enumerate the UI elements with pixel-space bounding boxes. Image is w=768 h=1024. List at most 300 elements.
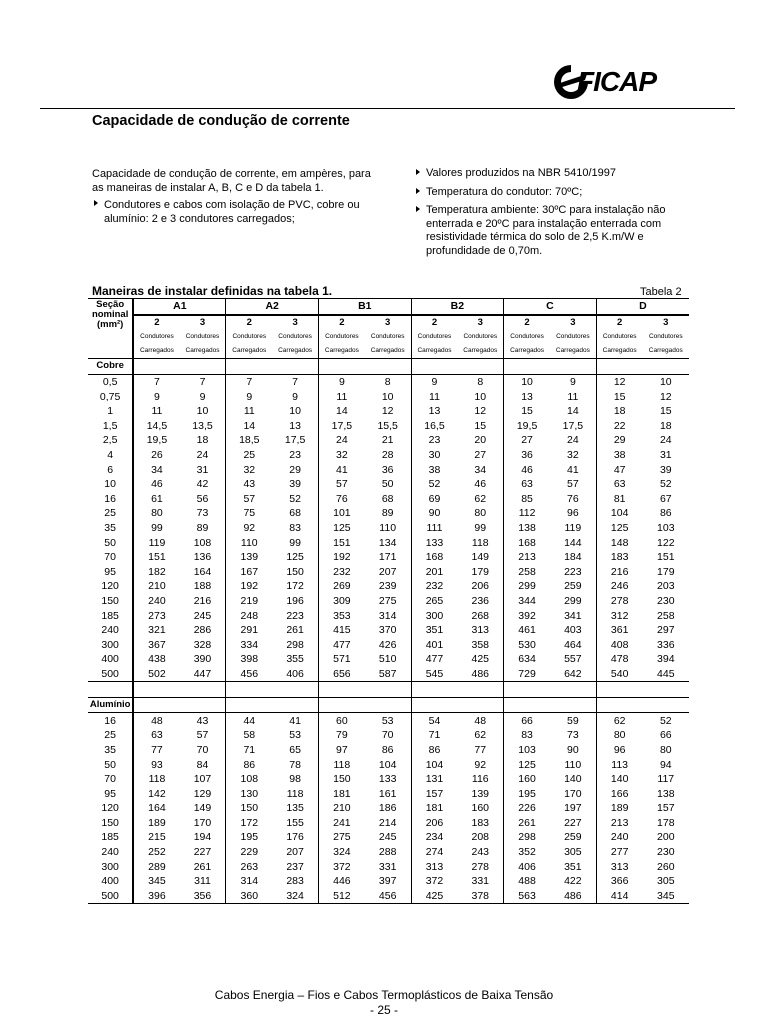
ampacity-cell: 195	[226, 830, 272, 845]
conductor-count: 2	[596, 315, 642, 331]
table-number: Tabela 2	[640, 286, 682, 298]
gap-cell	[318, 682, 364, 698]
ampacity-cell: 66	[504, 713, 550, 728]
ampacity-cell: 259	[564, 580, 582, 593]
ampacity-cell: 9	[199, 390, 206, 403]
ampacity-cell: 151	[657, 551, 675, 564]
table-row	[88, 728, 689, 743]
ampacity-cell: 13	[504, 389, 550, 404]
conductor-label-line: Condutores	[510, 333, 544, 341]
conductor-label	[550, 330, 596, 359]
ampacity-cell: 331	[378, 860, 397, 873]
header-rule	[40, 108, 735, 109]
ampacity-cell: 361	[596, 623, 642, 638]
ampacity-cell: 258	[504, 565, 550, 580]
ampacity-cell: 151	[318, 535, 364, 550]
ampacity-cell: 456	[365, 889, 411, 904]
ampacity-cell: 184	[564, 551, 582, 564]
ampacity-cell: 176	[286, 831, 304, 844]
ampacity-cell: 446	[318, 874, 364, 889]
ampacity-cell: 80	[596, 728, 642, 743]
ampacity-cell: 150	[318, 772, 364, 787]
ampacity-cell: 122	[657, 536, 675, 549]
ampacity-cell: 425	[411, 889, 457, 904]
ampacity-cell: 31	[659, 449, 672, 462]
conductor-label	[411, 330, 457, 359]
ampacity-cell: 125	[318, 521, 364, 536]
ampacity-cell: 189	[596, 801, 642, 816]
ampacity-cell: 92	[226, 521, 272, 536]
ampacity-cell: 356	[180, 889, 226, 904]
ampacity-cell: 634	[504, 652, 550, 667]
ampacity-cell: 125	[596, 521, 642, 536]
ampacity-cell: 140	[564, 773, 582, 786]
ampacity-cell: 19,5	[504, 419, 550, 434]
ampacity-cell: 328	[193, 638, 212, 651]
conductor-label	[318, 330, 364, 359]
bullet-arrow-icon	[416, 188, 420, 194]
ampacity-cell: 52	[411, 477, 457, 492]
ampacity-cell: 245	[193, 609, 212, 622]
conductor-label-line: Carregados	[139, 347, 174, 355]
ampacity-cell: 219	[226, 594, 272, 609]
conductor-label-line: Carregados	[278, 347, 313, 355]
conductor-label-line: Carregados	[602, 347, 637, 355]
intro-bullet-text: Condutores e cabos com isolação de PVC, cobre ou alumínio: 2 e 3 condutores carregados;	[104, 199, 360, 225]
conductor-label	[226, 330, 272, 359]
copper-section-label: Cobre	[88, 359, 133, 375]
ampacity-cell: 58	[226, 728, 272, 743]
ampacity-cell: 22	[596, 419, 642, 434]
ampacity-cell: 29	[289, 463, 301, 476]
ampacity-cell: 396	[133, 889, 179, 904]
ampacity-cell: 118	[471, 536, 489, 549]
section-header-line: Seção	[96, 299, 125, 310]
ampacity-cell: 52	[659, 714, 672, 727]
gap-cell	[457, 682, 503, 698]
intro-paragraph: Capacidade de condução de corrente, em ampères, para as maneiras de instalar A, B, C e D da tabela 1.	[92, 168, 371, 194]
ampacity-cell: 183	[471, 816, 490, 829]
ampacity-cell: 571	[318, 652, 364, 667]
cross-section-cell: 35	[104, 743, 116, 756]
ampacity-cell: 8	[384, 376, 391, 389]
ampacity-cell: 14,5	[133, 419, 179, 434]
ampacity-cell: 111	[411, 521, 457, 536]
conductor-count: 3	[365, 315, 411, 331]
ampacity-cell: 15	[596, 389, 642, 404]
ampacity-cell: 11	[411, 389, 457, 404]
page-title: Capacidade de condução de corrente	[92, 113, 350, 129]
ampacity-cell: 488	[504, 874, 550, 889]
gap-cell	[550, 682, 596, 698]
cross-section-cell: 50	[104, 758, 116, 771]
ampacity-cell: 239	[378, 580, 397, 593]
group-b1: B1	[318, 299, 411, 315]
ampacity-cell: 248	[226, 608, 272, 623]
ampacity-cell: 166	[596, 786, 642, 801]
conductor-label-line: Condutores	[325, 333, 359, 341]
ampacity-cell: 20	[474, 434, 487, 447]
ampacity-cell: 97	[318, 743, 364, 758]
conductor-count: 2	[226, 315, 272, 331]
ampacity-cell: 63	[133, 728, 179, 743]
ampacity-cell: 13,5	[192, 419, 213, 432]
ampacity-cell: 27	[474, 449, 487, 462]
ampacity-cell: 557	[564, 653, 582, 666]
cross-section-cell: 16	[104, 714, 116, 727]
ampacity-cell: 299	[504, 579, 550, 594]
section-header-line: nominal	[91, 309, 129, 320]
cross-section-cell: 300	[101, 638, 119, 651]
blank-cell	[88, 330, 133, 359]
conductor-label-line: Condutores	[370, 333, 405, 341]
ampacity-cell: 168	[504, 535, 550, 550]
ampacity-cell: 269	[318, 579, 364, 594]
ampacity-cell: 68	[289, 507, 301, 520]
ampacity-cell: 68	[381, 492, 394, 505]
ampacity-cell: 103	[504, 743, 550, 758]
section-blank	[226, 697, 272, 713]
ampacity-cell: 118	[286, 787, 304, 800]
ampacity-cell: 321	[133, 623, 179, 638]
ampacity-cell: 729	[504, 667, 550, 682]
table-row	[88, 492, 689, 507]
ampacity-cell: 15	[504, 404, 550, 419]
ampacity-cell: 15,5	[377, 419, 398, 432]
ampacity-cell: 21	[381, 434, 394, 447]
ampacity-cell: 397	[378, 875, 397, 888]
ampacity-cell: 10	[474, 390, 487, 403]
section-blank	[596, 697, 642, 713]
ampacity-cell: 70	[381, 729, 394, 742]
gap-cell	[596, 682, 642, 698]
conductor-label-line: Condutores	[463, 333, 498, 341]
ampacity-cell: 181	[318, 786, 364, 801]
conductor-label-line: Condutores	[602, 333, 637, 341]
ampacity-cell: 18	[196, 434, 209, 447]
ampacity-cell: 370	[378, 624, 397, 637]
ampacity-cell: 15	[474, 419, 487, 432]
ampacity-cell: 138	[657, 787, 675, 800]
table-row	[88, 404, 689, 419]
ampacity-cell: 10	[504, 374, 550, 389]
ampacity-cell: 39	[659, 463, 672, 476]
conductor-label-row	[88, 330, 689, 359]
ampacity-cell: 172	[226, 816, 272, 831]
ampacity-cell: 86	[381, 743, 394, 756]
ampacity-cell: 477	[411, 652, 457, 667]
ampacity-cell: 104	[411, 757, 457, 772]
ampacity-cell: 81	[596, 492, 642, 507]
table-row	[88, 801, 689, 816]
ampacity-cell: 263	[226, 859, 272, 874]
conductor-label-line: Condutores	[140, 333, 174, 341]
ampacity-cell: 93	[133, 757, 179, 772]
cross-section-cell: 95	[104, 787, 116, 800]
ampacity-cell: 133	[378, 773, 397, 786]
ampacity-cell: 110	[379, 522, 397, 535]
section-blank	[365, 697, 411, 713]
ampacity-cell: 188	[193, 580, 212, 593]
logo-text: FICAP	[577, 66, 656, 97]
ampacity-cell: 24	[318, 433, 364, 448]
ampacity-cell: 9	[411, 374, 457, 389]
ampacity-cell: 57	[318, 477, 364, 492]
ampacity-cell: 10	[289, 405, 301, 418]
ampacity-cell: 99	[133, 521, 179, 536]
ampacity-cell: 14	[226, 419, 272, 434]
ampacity-cell: 229	[226, 845, 272, 860]
ampacity-cell: 144	[564, 536, 582, 549]
section-blank	[411, 359, 457, 375]
ampacity-cell: 75	[226, 506, 272, 521]
ampacity-cell: 119	[564, 522, 582, 535]
ampacity-cell: 223	[286, 609, 304, 622]
table-row	[88, 830, 689, 845]
ampacity-cell: 117	[657, 773, 675, 786]
ampacity-cell: 414	[596, 889, 642, 904]
ampacity-cell: 135	[286, 802, 304, 815]
ampacity-cell: 445	[643, 667, 689, 682]
ampacity-cell: 108	[193, 536, 212, 549]
ampacity-cell: 73	[567, 729, 579, 742]
ampacity-cell: 313	[411, 859, 457, 874]
table-row	[88, 477, 689, 492]
ampacity-cell: 200	[657, 831, 675, 844]
ampacity-cell: 278	[596, 594, 642, 609]
ampacity-cell: 246	[596, 579, 642, 594]
ampacity-cell: 406	[504, 859, 550, 874]
table-row	[88, 594, 689, 609]
ampacity-cell: 261	[504, 816, 550, 831]
ampacity-cell: 113	[596, 757, 642, 772]
ampacity-cell: 8	[477, 376, 484, 389]
ampacity-cell: 17,5	[562, 419, 584, 432]
ampacity-cell: 15	[659, 405, 672, 418]
ampacity-cell: 69	[411, 492, 457, 507]
ampacity-cell: 125	[504, 757, 550, 772]
ampacity-cell: 12	[596, 374, 642, 389]
cross-section-cell: 4	[107, 449, 114, 462]
ampacity-cell: 9	[133, 389, 179, 404]
ampacity-cell: 312	[596, 608, 642, 623]
ampacity-cell: 275	[318, 830, 364, 845]
ampacity-cell: 119	[133, 535, 179, 550]
ampacity-cell: 62	[596, 713, 642, 728]
ampacity-cell: 134	[378, 536, 397, 549]
ampacity-cell: 13	[411, 404, 457, 419]
ampacity-cell: 278	[471, 860, 490, 873]
ampacity-cell: 183	[596, 550, 642, 565]
ampacity-cell: 425	[471, 653, 490, 666]
ampacity-cell: 36	[381, 463, 394, 476]
ampacity-cell: 77	[133, 743, 179, 758]
ampacity-cell: 18	[659, 419, 672, 432]
ampacity-cell: 240	[596, 830, 642, 845]
ampacity-cell: 42	[196, 478, 209, 491]
table-row	[88, 845, 689, 860]
ampacity-cell: 355	[286, 653, 304, 666]
conductor-label	[596, 330, 642, 359]
ampacity-cell: 107	[193, 773, 212, 786]
cross-section-cell: 400	[101, 875, 119, 888]
ampacity-cell: 9	[292, 390, 298, 403]
table-row	[88, 713, 689, 728]
conductor-label	[504, 330, 550, 359]
ampacity-cell: 98	[289, 773, 301, 786]
ampacity-cell: 510	[378, 653, 397, 666]
ampacity-cell: 305	[564, 846, 582, 859]
ampacity-cell: 259	[564, 831, 582, 844]
bullet-arrow-icon	[94, 200, 98, 206]
ampacity-cell: 297	[657, 624, 675, 637]
cross-section-cell: 500	[88, 889, 133, 904]
conductor-label	[643, 330, 689, 359]
ampacity-cell: 215	[133, 830, 179, 845]
spec-bullet-text: Temperatura do condutor: 70ºC;	[426, 185, 583, 198]
ampacity-cell: 172	[286, 580, 304, 593]
ampacity-cell: 207	[378, 565, 397, 578]
section-blank	[457, 697, 503, 713]
ampacity-cell: 10	[659, 376, 672, 389]
ampacity-cell: 80	[474, 507, 487, 520]
table-row	[88, 448, 689, 463]
conductor-label-line: Carregados	[510, 347, 545, 355]
conductor-label-line: Carregados	[370, 347, 405, 355]
cross-section-cell: 400	[101, 653, 119, 666]
ampacity-cell: 372	[318, 859, 364, 874]
ampacity-cell: 309	[318, 594, 364, 609]
footer-title: Cabos Energia – Fios e Cabos Termoplásticos de Baixa Tensão	[214, 988, 554, 1002]
ampacity-cell: 86	[411, 743, 457, 758]
section-blank	[133, 359, 179, 375]
ampacity-cell: 108	[226, 772, 272, 787]
gap-cell	[272, 682, 318, 698]
ampacity-cell: 216	[596, 565, 642, 580]
ampacity-cell: 52	[659, 478, 672, 491]
ampacity-cell: 367	[133, 637, 179, 652]
conductor-count: 3	[180, 315, 226, 331]
section-blank	[643, 359, 689, 375]
conductor-label-line: Carregados	[324, 347, 359, 355]
ampacity-cell: 160	[504, 772, 550, 787]
cross-section-cell: 120	[101, 802, 119, 815]
section-blank	[643, 697, 689, 713]
ampacity-cell: 31	[196, 463, 209, 476]
ampacity-cell: 46	[133, 477, 179, 492]
ampacity-cell: 39	[289, 478, 301, 491]
ampacity-cell: 331	[471, 875, 490, 888]
ampacity-cell: 80	[133, 506, 179, 521]
ampacity-cell: 53	[289, 729, 301, 742]
section-blank	[550, 697, 596, 713]
bullet-arrow-icon	[416, 169, 420, 175]
ampacity-cell: 101	[318, 506, 364, 521]
ampacity-cell: 232	[318, 565, 364, 580]
table-row	[88, 889, 689, 904]
ampacity-cell: 94	[659, 758, 672, 771]
ampacity-cell: 24	[567, 434, 579, 447]
cross-section-cell: 50	[104, 536, 116, 549]
ampacity-cell: 86	[226, 757, 272, 772]
gap-cell	[643, 682, 689, 698]
conductor-label-line: Condutores	[556, 333, 590, 341]
ampacity-cell: 210	[318, 801, 364, 816]
gap-cell	[226, 682, 272, 698]
ampacity-cell: 59	[567, 714, 579, 727]
ampacity-cell: 314	[226, 874, 272, 889]
ampacity-cell: 14	[318, 404, 364, 419]
ampacity-cell: 313	[471, 624, 490, 637]
ampacity-cell: 164	[133, 801, 179, 816]
ampacity-cell: 353	[318, 608, 364, 623]
ampacity-cell: 477	[318, 637, 364, 652]
ampacity-cell: 486	[550, 889, 596, 904]
ampacity-cell: 178	[657, 816, 675, 829]
copper-section-row	[88, 359, 689, 375]
table-row	[88, 506, 689, 521]
conductor-label-line: Condutores	[232, 333, 267, 341]
ampacity-cell: 195	[504, 786, 550, 801]
ampacity-cell: 9	[569, 376, 576, 389]
ampacity-cell: 25	[226, 448, 272, 463]
ampacity-cell: 96	[596, 743, 642, 758]
table-row	[88, 550, 689, 565]
ampacity-cell: 334	[226, 637, 272, 652]
ampacity-cell: 170	[193, 816, 212, 829]
section-blank	[226, 359, 272, 375]
ampacity-cell: 351	[564, 860, 582, 873]
ampacity-cell: 360	[226, 889, 272, 904]
cross-section-cell: 25	[104, 507, 116, 520]
conductor-label-line: Carregados	[648, 347, 683, 355]
ampacity-cell: 426	[378, 638, 397, 651]
ampacity-cell: 243	[471, 846, 490, 859]
ampacity-cell: 186	[378, 802, 397, 815]
cross-section-cell: 1	[107, 405, 114, 418]
ampacity-cell: 167	[226, 565, 272, 580]
ampacity-cell: 61	[133, 492, 179, 507]
section-blank	[272, 359, 318, 375]
group-a2: A2	[226, 299, 319, 315]
ampacity-cell: 157	[657, 802, 675, 815]
group-header-row	[88, 299, 689, 315]
gap-cell	[504, 682, 550, 698]
ampacity-cell: 408	[596, 637, 642, 652]
intro-left	[92, 167, 382, 231]
ampacity-cell: 90	[567, 743, 579, 756]
ampacity-cell: 63	[596, 477, 642, 492]
ampacity-cell: 14	[567, 405, 579, 418]
ampacity-cell: 299	[564, 594, 582, 607]
cross-section-cell: 70	[104, 551, 116, 564]
ampacity-cell: 461	[504, 623, 550, 638]
ampacity-cell: 197	[564, 802, 582, 815]
conductor-count: 2	[411, 315, 457, 331]
ampacity-cell: 17,5	[318, 419, 364, 434]
ampacity-cell: 403	[564, 624, 582, 637]
ampacity-cell: 203	[657, 580, 675, 593]
ampacity-cell: 9	[318, 374, 364, 389]
table-row	[88, 637, 689, 652]
ampacity-cell: 92	[474, 758, 487, 771]
ampacity-cell: 148	[596, 535, 642, 550]
section-blank	[411, 697, 457, 713]
ampacity-cell: 9	[226, 389, 272, 404]
ampacity-cell: 150	[226, 801, 272, 816]
section-blank	[504, 359, 550, 375]
ampacity-cell: 16,5	[411, 419, 457, 434]
